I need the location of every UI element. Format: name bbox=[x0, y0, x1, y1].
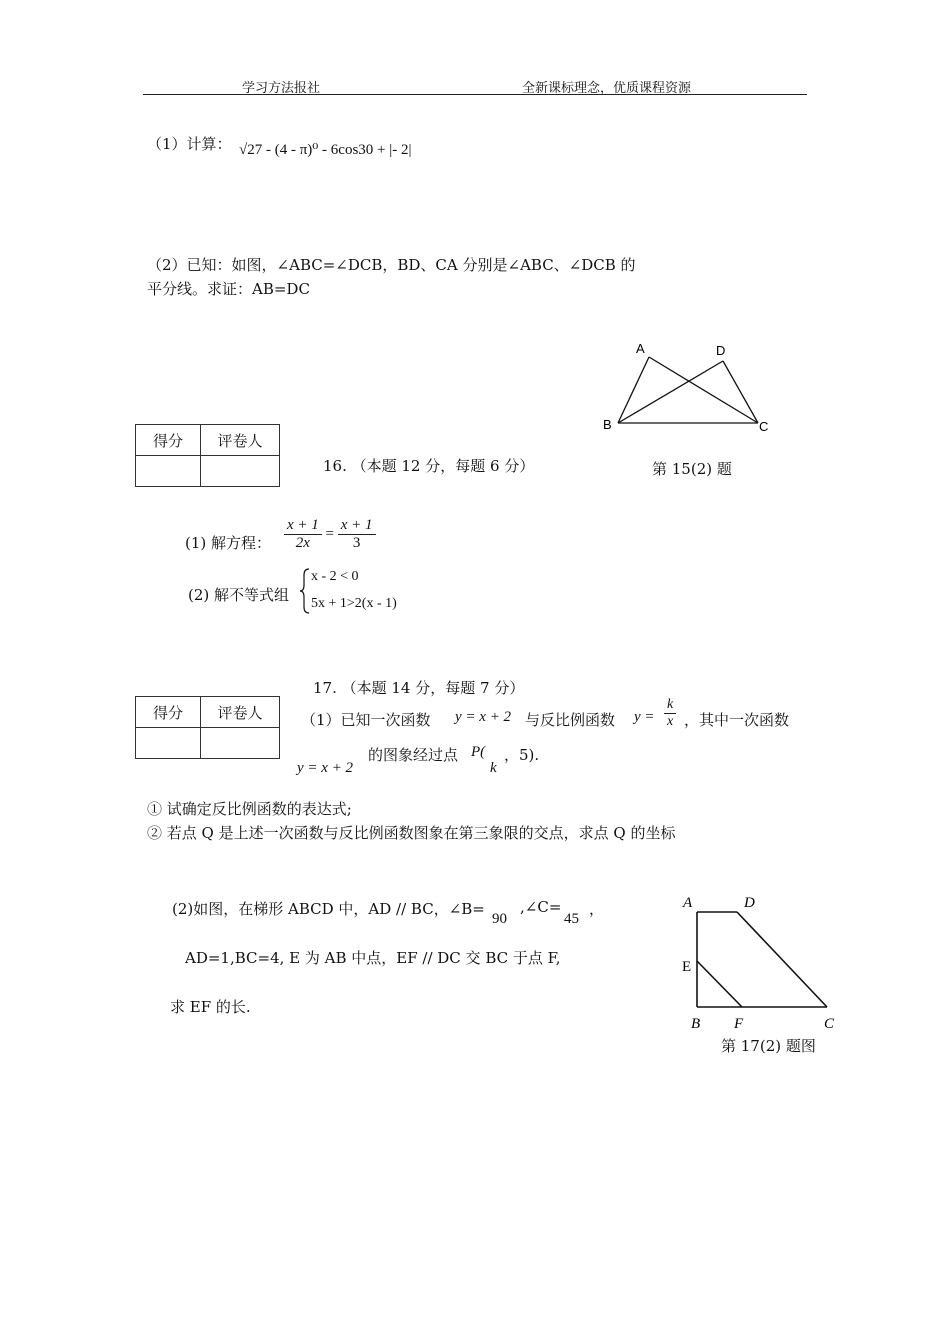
func2-numerator: k bbox=[664, 697, 676, 714]
lhs-denominator: 2x bbox=[295, 535, 310, 551]
label-c: C bbox=[759, 419, 769, 434]
label-b: B bbox=[691, 1016, 701, 1032]
q17-p1-d: 的图象经过点 bbox=[368, 746, 459, 764]
grader-cell[interactable] bbox=[201, 456, 280, 487]
label-d: D bbox=[716, 343, 726, 358]
label-e: E bbox=[682, 959, 692, 975]
q17-func3: y = x + 2 bbox=[297, 760, 354, 776]
rhs-numerator: x + 1 bbox=[338, 517, 376, 535]
q17-func2-lhs: y = bbox=[634, 709, 655, 725]
q16-p1-equation bbox=[284, 517, 376, 552]
figure-15-2-caption: 第 15(2) 题 bbox=[652, 460, 732, 478]
header-left: 学习方法报社 bbox=[242, 81, 321, 96]
q16-p2-label: (2) 解不等式组 bbox=[188, 586, 290, 604]
rhs-denominator: 3 bbox=[352, 535, 361, 551]
q17-point-k: k bbox=[490, 760, 497, 776]
score-label: 得分 bbox=[136, 425, 201, 456]
q17-point-b: ，5). bbox=[504, 746, 540, 764]
header-right: 全新课标理念，优质课程资源 bbox=[522, 81, 692, 96]
label-a: A bbox=[683, 895, 693, 911]
label-b: B bbox=[603, 417, 612, 432]
score-cell[interactable] bbox=[136, 456, 201, 487]
header-rule bbox=[143, 94, 807, 95]
segment-ac bbox=[649, 357, 758, 423]
figure-17-2 bbox=[675, 888, 845, 1038]
label-c: C bbox=[824, 1016, 835, 1032]
q17-item2: ② 若点 Q 是上述一次函数与反比例函数图象在第三象限的交点，求点 Q 的坐标 bbox=[147, 824, 676, 842]
score-table-17 bbox=[135, 696, 280, 759]
label-d: D bbox=[744, 895, 755, 911]
q15-p1-label: （1）计算： bbox=[147, 135, 232, 153]
segment-ef bbox=[697, 961, 742, 1007]
q16-p1-label: (1) 解方程： bbox=[185, 534, 272, 552]
score-label: 得分 bbox=[136, 697, 201, 728]
q16-ineq2: 5x + 1>2(x - 1) bbox=[311, 596, 397, 611]
q17-deg2: 45 bbox=[564, 911, 579, 927]
q17-item1: ① 试确定反比例函数的表达式; bbox=[147, 800, 352, 818]
lhs-numerator: x + 1 bbox=[284, 517, 322, 535]
q17-p1-a: （1）已知一次函数 bbox=[301, 711, 431, 729]
q17-p2-line1-b: ,∠C= bbox=[520, 898, 562, 916]
figure-15-2 bbox=[598, 335, 778, 440]
q16-ineq1: x - 2 < 0 bbox=[311, 569, 359, 584]
score-table-16 bbox=[135, 424, 280, 487]
equals-sign: = bbox=[325, 525, 334, 542]
system-brace bbox=[299, 567, 311, 615]
q15-p2-line2: 平分线。求证：AB=DC bbox=[147, 280, 310, 298]
label-a: A bbox=[636, 341, 645, 356]
q16-title: 16. （本题 12 分，每题 6 分） bbox=[323, 457, 535, 475]
q17-title: 17. （本题 14 分，每题 7 分） bbox=[313, 679, 525, 697]
q15-p2-line1: （2）已知：如图，∠ABC=∠DCB，BD、CA 分别是∠ABC、∠DCB 的 bbox=[147, 256, 636, 274]
segment-dc bbox=[737, 912, 827, 1007]
q15-p1-expression: √27 - (4 - π)⁰ - 6cos30 + |- 2| bbox=[239, 142, 412, 158]
score-cell[interactable] bbox=[136, 728, 201, 759]
q17-p1-b: 与反比例函数 bbox=[525, 711, 616, 729]
q17-func1: y = x + 2 bbox=[455, 709, 512, 725]
grader-label: 评卷人 bbox=[201, 697, 280, 728]
label-f: F bbox=[734, 1016, 744, 1032]
q17-deg1: 90 bbox=[492, 911, 507, 927]
func2-denominator: x bbox=[667, 714, 674, 729]
q17-p1-c: ，其中一次函数 bbox=[684, 711, 790, 729]
q17-p2-line3: 求 EF 的长. bbox=[170, 998, 251, 1016]
figure-17-2-caption: 第 17(2) 题图 bbox=[721, 1037, 816, 1055]
q17-p2-line1-c: ， bbox=[589, 900, 605, 918]
q17-p2-line1-a: (2)如图，在梯形 ABCD 中，AD // BC，∠B= bbox=[172, 900, 485, 918]
q17-func2-frac bbox=[664, 697, 676, 730]
q17-p2-line2: AD=1,BC=4, E 为 AB 中点，EF // DC 交 BC 于点 F, bbox=[185, 949, 561, 967]
q17-point-a: P( bbox=[471, 744, 486, 760]
grader-label: 评卷人 bbox=[201, 425, 280, 456]
segment-dc bbox=[723, 361, 758, 423]
grader-cell[interactable] bbox=[201, 728, 280, 759]
